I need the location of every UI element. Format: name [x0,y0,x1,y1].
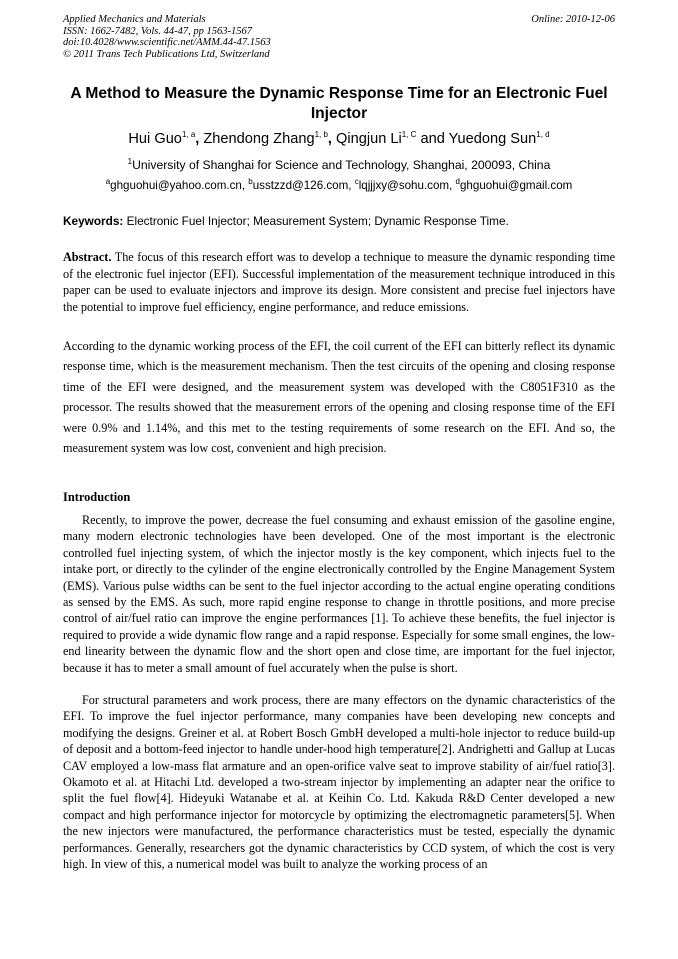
author-separator: , [327,131,337,147]
keywords-text: Electronic Fuel Injector; Measurement System; Dynamic Response Time. [123,214,509,228]
affiliation-text: University of Shanghai for Science and Technology, Shanghai, 200093, China [132,158,551,172]
author-affil-mark: 1, d [536,130,550,140]
author-affil-mark: 1, a [181,130,196,140]
author-affil-mark: 1, C [401,130,417,140]
email-mark: d [455,177,460,187]
email-address: ghguohui@yahoo.com.cn, [110,179,249,192]
copyright-line: © 2011 Trans Tech Publications Ltd, Switzerland [63,48,270,60]
email-mark: c [354,177,359,187]
author-name: Hui Guo [128,131,182,147]
author-name: Yuedong Sun [448,131,537,147]
keywords [63,213,615,229]
intro-paragraph-2: For structural parameters and work process, there are many effectors on the dynamic characteristics of the EFI. To improve the fuel injector performance, many companies have been developing new concepts and modifying the designs. Greiner et al. at Robert Bosch GmbH developed a multi-hole injector to reduce build-up of deposit and a bottom-feed injector to handle under-hood high temperature[2]. Andrighetti and Gallup at Lucas CAV employed a low-mass flat armature and an open-orifice valve seat to improve stability of air/fuel ratio[3]. Okamoto et al. at Hitachi Ltd. developed a two-stream injector by implementing an adapter near the orifice to split the fuel flow[4]. Hideyuki Watanabe et al. at Keihin Co. Ltd. Kakuda R&D Center developed a new compact and high performance injector for motorcycle by optimizing the electromagnetic parameters[5]. When the new injectors were manufactured, the performance characteristics must be tested, especially the dynamic performances. Generally, researchers got the dynamic characteristics by CCD system, of which the cost is very high. In view of this, a numerical model was built to analyze the working process of an [63,693,615,872]
section-heading-introduction: Introduction [63,490,131,504]
affiliation [63,157,615,173]
author-separator: and [416,131,449,147]
intro-paragraph-1: Recently, to improve the power, decrease the fuel consuming and exhaust emission of the gasoline engine, many modern electronic technologies have been developed. One of the most important is the electronic controlled fuel injecting system, of which the injector mostly is the key component, which injects fuel to the intake port, or directly to the cylinder of the engine electronically controlled by the Engine Management System (EMS). Various pulse widths can be sent to the fuel injector according to the actual engine operating conditions as sensed by the EMS. As such, more rapid engine response to change in throttle positions, and more precise control of air/fuel ratio can improve the engine performances [1]. To achieve these benefits, the fuel injector is required to provide a wide dynamic flow range and a rapid response. Especially for some small engines, the low-end linearity between the dynamic flow and the short open and close time, are important for the fuel injector, because it has to meter a small amount of fuel accurately when the pulse is short. [63,513,615,675]
keywords-label: Keywords: [63,214,124,228]
author-list [63,129,615,149]
abstract-paragraph-1 [63,249,615,316]
author-name: Qingjun Li [336,131,402,147]
paper-title: A Method to Measure the Dynamic Response Time for an Electronic Fuel Injector [70,85,608,122]
author-name: Zhendong Zhang [203,131,315,147]
email-address: lqjjjxy@sohu.com, [358,179,456,192]
online-date: Online: 2010-12-06 [531,14,615,25]
author-affil-mark: 1, b [314,130,328,140]
journal-header [63,14,615,60]
affiliation-mark: 1 [127,156,133,166]
email-address: ghguohui@gmail.com [459,179,573,192]
abstract-paragraph-2: According to the dynamic working process of the EFI, the coil current of the EFI can bitterly reflect its dynamic response time, which is the measurement mechanism. Then the test circuits of the opening and closing response time of the EFI were designed, and the measurement system was developed with the C8051F310 as the processor. The results showed that the measurement errors of the opening and closing response time of the EFI were 0.9% and 1.14%, and this met to the testing requirements of some research on the EFI. And so, the measurement system was low cost, convenient and high precision. [63,339,615,456]
email-address: usstzzd@126.com, [252,179,355,192]
email-list [63,178,615,194]
abstract-label: Abstract. [63,250,112,264]
abstract-text: The focus of this research effort was to develop a technique to measure the dynamic responding time of the electronic fuel injector (EFI). Successful implementation of the measurement technique introduced in this paper can be used to evaluate injectors and improve its design. More consistent and precise fuel injectors have the potential to improve fuel efficiency, engine performance, and reduce emissions. [63,250,615,315]
author-separator: , [195,131,204,147]
email-mark: b [248,177,253,187]
doi-line: doi:10.4028/www.scientific.net/AMM.44-47.1563 [63,37,271,48]
journal-name: Applied Mechanics and Materials [63,14,206,25]
issn-line: ISSN: 1662-7482, Vols. 44-47, pp 1563-1567 [63,25,252,37]
email-mark: a [105,177,111,187]
